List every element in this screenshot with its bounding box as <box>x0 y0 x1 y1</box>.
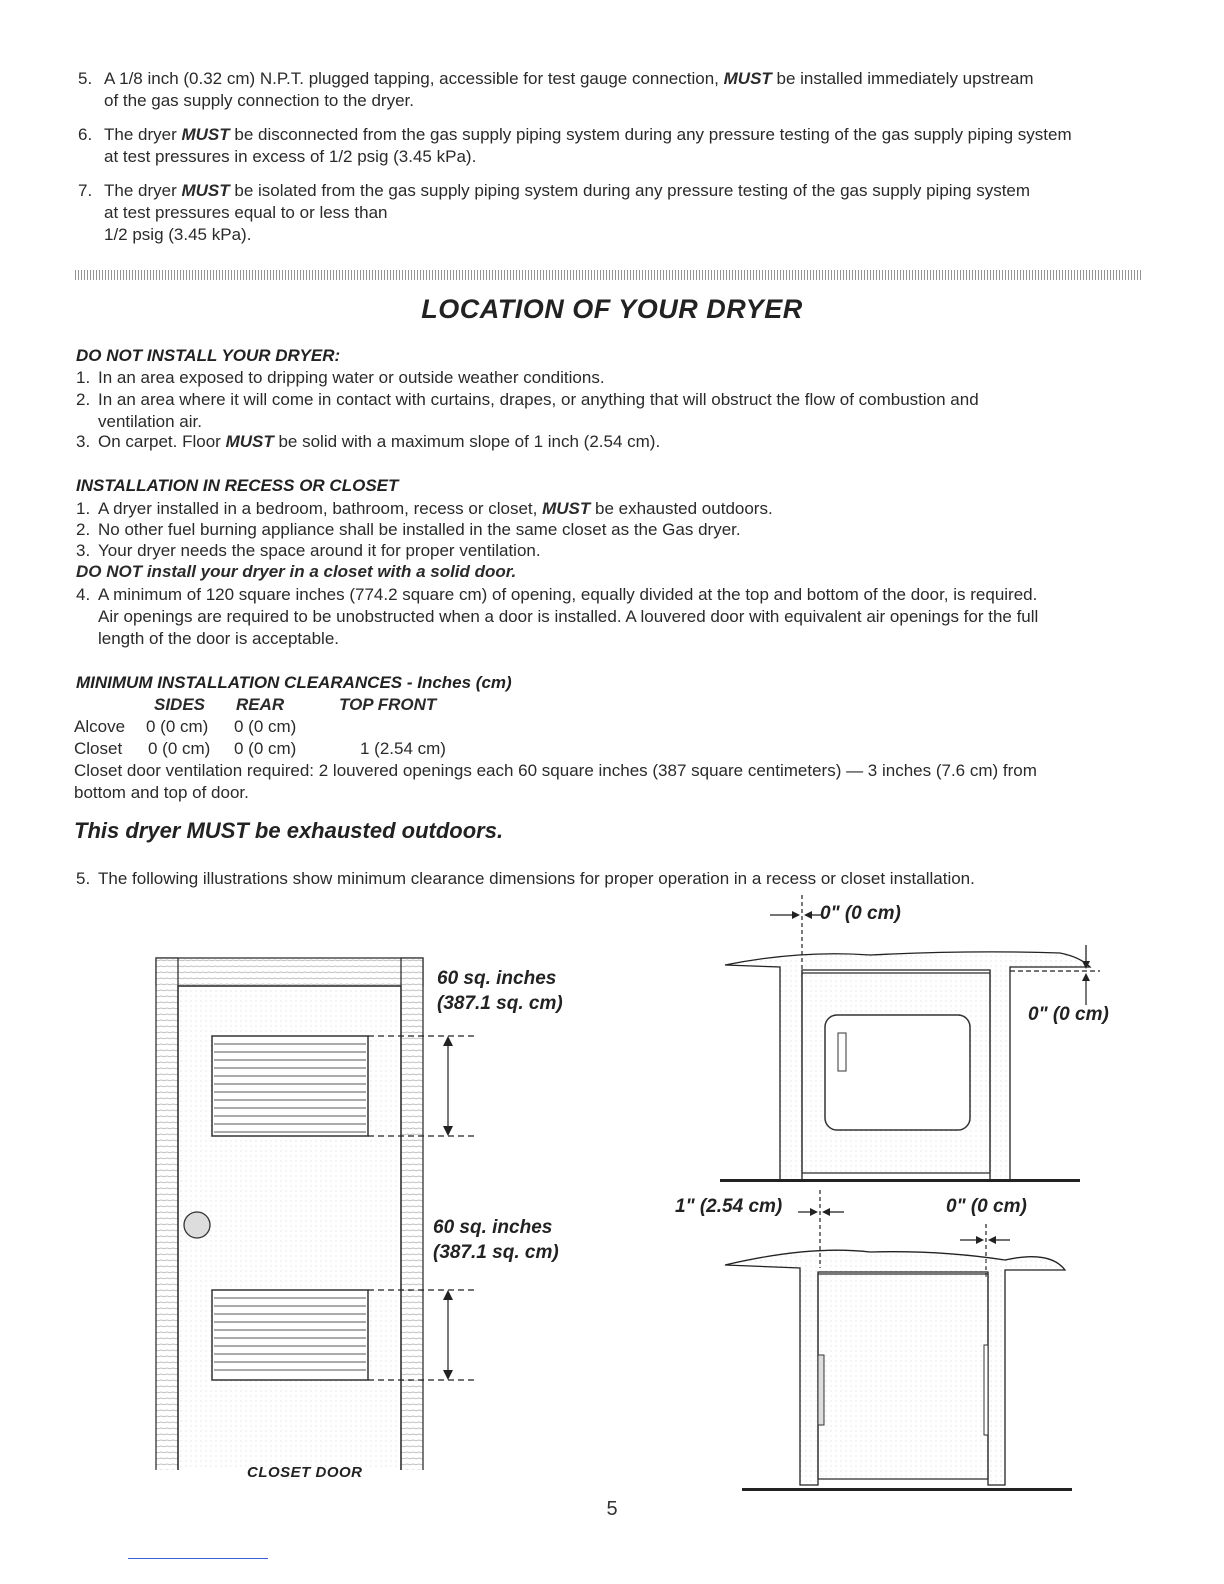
door-top-label-1: 60 sq. inches <box>437 968 557 989</box>
front-top-label: 0" (0 cm) <box>820 903 901 924</box>
row-label: Alcove <box>74 717 126 736</box>
side-right-label: 0" (0 cm) <box>946 1196 1027 1217</box>
exhaust-heading: This dryer MUST be exhausted outdoors. <box>74 818 504 843</box>
section-divider <box>75 270 1143 280</box>
solid-door-warning: DO NOT install your dryer in a closet with a solid door. <box>76 562 517 581</box>
closet-note-cont: bottom and top of door. <box>74 783 249 802</box>
list-item: 3. Your dryer needs the space around it for proper ventilation. <box>76 541 541 560</box>
cell-sides: 0 (0 cm) <box>148 739 211 758</box>
list-item: 1. A dryer installed in a bedroom, bathroom, recess or closet, MUST be exhausted outdoors. <box>76 499 773 518</box>
clearances-table <box>74 692 1144 802</box>
dryer-front-view <box>720 895 1120 1190</box>
cell-rear: 0 (0 cm) <box>234 739 297 758</box>
recess-list <box>74 498 1144 650</box>
do-not-install-list <box>74 367 1144 457</box>
side-left-label: 1" (2.54 cm) <box>675 1196 783 1217</box>
clearances-heading: MINIMUM INSTALLATION CLEARANCES - Inches (cm) <box>76 673 512 692</box>
col-sides: SIDES <box>154 695 206 714</box>
cell-rear: 0 (0 cm) <box>234 717 297 736</box>
footer-link-line <box>128 1558 268 1559</box>
list-item-6: 6. The dryer MUST be disconnected from the gas supply piping system during any pressure testing of the gas supply piping system at test pressures in excess of 1/2 psig (3.45 kPa). <box>78 125 1072 166</box>
closet-note: Closet door ventilation required: 2 louvered openings each 60 square inches (387 square centimeters) — 3 inches (7.6 cm) from <box>74 761 1037 780</box>
list-item: 2. No other fuel burning appliance shall be installed in the same closet as the Gas dryer. <box>76 520 741 539</box>
list-item-5: 5. A 1/8 inch (0.32 cm) N.P.T. plugged tapping, accessible for test gauge connection, MUST be installed immediately upstream of the gas supply connection to the dryer. <box>78 69 1034 110</box>
door-bottom-label-1: 60 sq. inches <box>433 1217 553 1238</box>
list-item: 3. On carpet. Floor MUST be solid with a maximum slope of 1 inch (2.54 cm). <box>76 432 661 451</box>
top-list <box>76 68 1146 258</box>
page-number: 5 <box>606 1498 618 1520</box>
door-top-label-2: (387.1 sq. cm) <box>437 993 563 1014</box>
door-bottom-label-2: (387.1 sq. cm) <box>433 1242 559 1263</box>
illustrations-intro: 5. The following illustrations show minimum clearance dimensions for proper operation in a recess or closet installation. <box>76 869 975 888</box>
cell-top-front: 1 (2.54 cm) <box>360 739 446 758</box>
list-item: 1. In an area exposed to dripping water or outside weather conditions. <box>76 368 605 387</box>
list-item-7: 7. The dryer MUST be isolated from the gas supply piping system during any pressure testing of the gas supply piping system at test pressures equal to or less than 1/2 psig (3.45 kPa). <box>78 181 1031 244</box>
row-label: Closet <box>74 739 123 758</box>
section-title: LOCATION OF YOUR DRYER <box>421 294 803 324</box>
col-top-front: TOP FRONT <box>339 695 437 714</box>
front-side-label: 0" (0 cm) <box>1028 1004 1109 1025</box>
do-not-install-heading: DO NOT INSTALL YOUR DRYER: <box>76 346 341 365</box>
door-caption: CLOSET DOOR <box>247 1464 363 1481</box>
col-rear: REAR <box>236 695 285 714</box>
recess-heading: INSTALLATION IN RECESS OR CLOSET <box>76 476 399 495</box>
list-item: 2. In an area where it will come in contact with curtains, drapes, or anything that will obstruct the flow of combustion and ventilation air. <box>76 390 979 431</box>
closet-door-illustration <box>80 940 500 1470</box>
list-item: 4. A minimum of 120 square inches (774.2 square cm) of opening, equally divided at the top and bottom of the door, is required. Air openings are required to be unobstructed when a door is installed. A louvered door with equivalent air openings for the full length of the door is acceptable. <box>76 585 1039 648</box>
dryer-side-view <box>720 1190 1090 1492</box>
cell-sides: 0 (0 cm) <box>146 717 209 736</box>
